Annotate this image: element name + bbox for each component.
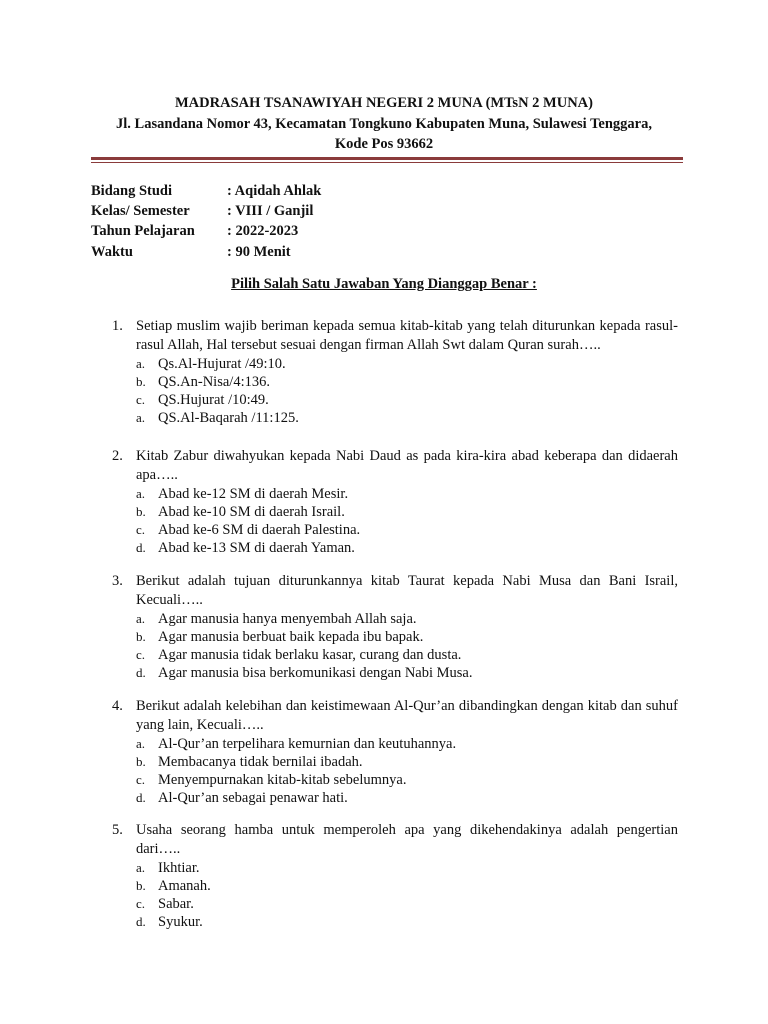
option-letter: b. bbox=[136, 504, 146, 519]
option bbox=[136, 735, 678, 753]
option bbox=[136, 859, 678, 877]
option bbox=[136, 628, 678, 646]
info-label: Kelas/ Semester bbox=[91, 203, 190, 219]
option bbox=[136, 771, 678, 789]
option-text: QS.An-Nisa/4:136. bbox=[158, 374, 270, 390]
option-letter: b. bbox=[136, 878, 146, 893]
question-4 bbox=[112, 697, 678, 807]
option-letter: b. bbox=[136, 374, 146, 389]
option-text: QS.Al-Baqarah /11:125. bbox=[158, 410, 299, 426]
question-1 bbox=[112, 317, 678, 427]
question-text: Berikut adalah tujuan diturunkannya kitab Taurat kepada Nabi Musa dan Bani Israil, Kecuali….. bbox=[136, 573, 678, 608]
option bbox=[136, 753, 678, 771]
option-text: Agar manusia bisa berkomunikasi dengan Nabi Musa. bbox=[158, 665, 473, 681]
option bbox=[136, 877, 678, 895]
instruction: Pilih Salah Satu Jawaban Yang Dianggap Benar : bbox=[231, 276, 537, 292]
option-letter: c. bbox=[136, 522, 146, 537]
option-letter: b. bbox=[136, 754, 146, 769]
option-text: Qs.Al-Hujurat /49:10. bbox=[158, 356, 286, 372]
info-row-subject bbox=[91, 181, 321, 201]
option-text: Syukur. bbox=[158, 914, 203, 930]
option-text: Amanah. bbox=[158, 878, 211, 894]
option-letter: a. bbox=[136, 860, 146, 875]
question-text: Berikut adalah kelebihan dan keistimewaan Al-Qur’an dibandingkan dengan kitab dan suhuf yang lain, Kecuali….. bbox=[136, 698, 678, 733]
option bbox=[136, 646, 678, 664]
info-row-year bbox=[91, 221, 298, 241]
option-letter: d. bbox=[136, 790, 146, 805]
option-text: Abad ke-10 SM di daerah Israil. bbox=[158, 504, 345, 520]
question-3 bbox=[112, 572, 678, 682]
option bbox=[136, 610, 678, 628]
info-label: Tahun Pelajaran bbox=[91, 223, 195, 239]
option bbox=[136, 503, 678, 521]
option bbox=[136, 539, 678, 557]
header-divider-thick bbox=[91, 157, 683, 160]
option-letter: c. bbox=[136, 392, 146, 407]
question-number: 2. bbox=[112, 448, 123, 464]
option bbox=[136, 355, 678, 373]
option-letter: c. bbox=[136, 647, 146, 662]
option-text: Abad ke-6 SM di daerah Palestina. bbox=[158, 522, 361, 538]
question-text: Kitab Zabur diwahyukan kepada Nabi Daud as pada kira-kira abad keberapa dan didaerah apa….. bbox=[136, 448, 678, 483]
question-number: 4. bbox=[112, 698, 123, 714]
info-label: Waktu bbox=[91, 244, 133, 260]
option bbox=[136, 789, 678, 807]
option bbox=[136, 895, 678, 913]
option-text: Al-Qur’an terpelihara kemurnian dan keutuhannya. bbox=[158, 736, 457, 752]
option-list bbox=[136, 859, 678, 931]
question-text: Usaha seorang hamba untuk memperoleh apa yang dikehendakinya adalah pengertian dari….. bbox=[136, 822, 678, 857]
option bbox=[136, 391, 678, 409]
option-text: Abad ke-13 SM di daerah Yaman. bbox=[158, 540, 355, 556]
option bbox=[136, 664, 678, 682]
option-text: QS.Hujurat /10:49. bbox=[158, 392, 269, 408]
option-letter: d. bbox=[136, 665, 146, 680]
option-text: Agar manusia tidak berlaku kasar, curang dan dusta. bbox=[158, 647, 462, 663]
question-number: 5. bbox=[112, 822, 123, 838]
question-2 bbox=[112, 447, 678, 557]
info-value: : 90 Menit bbox=[227, 244, 291, 260]
option-letter: c. bbox=[136, 772, 146, 787]
option-text: Agar manusia hanya menyembah Allah saja. bbox=[158, 611, 417, 627]
info-value: : 2022-2023 bbox=[227, 223, 299, 239]
option-letter: a. bbox=[136, 486, 146, 501]
option-letter: c. bbox=[136, 896, 146, 911]
option-list bbox=[136, 735, 678, 807]
info-row-class bbox=[91, 201, 313, 221]
option-text: Menyempurnakan kitab-kitab sebelumnya. bbox=[158, 772, 407, 788]
header-divider-thin bbox=[91, 162, 683, 163]
school-name: MADRASAH TSANAWIYAH NEGERI 2 MUNA (MTsN 2 MUNA) bbox=[175, 95, 593, 111]
school-address: Jl. Lasandana Nomor 43, Kecamatan Tongkuno Kabupaten Muna, Sulawesi Tenggara, bbox=[116, 116, 652, 132]
option-letter: d. bbox=[136, 914, 146, 929]
question-text: Setiap muslim wajib beriman kepada semua kitab-kitab yang telah diturunkan kepada rasul-rasul Allah, Hal tersebut sesuai dengan firman Allah Swt dalam Quran surah….. bbox=[136, 318, 678, 353]
postal-code: Kode Pos 93662 bbox=[334, 136, 434, 152]
option bbox=[136, 373, 678, 391]
question-number: 1. bbox=[112, 318, 123, 334]
option bbox=[136, 409, 678, 427]
option-letter: a. bbox=[136, 410, 146, 425]
info-value: : VIII / Ganjil bbox=[227, 203, 314, 219]
option-letter: a. bbox=[136, 736, 146, 751]
option-text: Al-Qur’an sebagai penawar hati. bbox=[158, 790, 348, 806]
question-number: 3. bbox=[112, 573, 123, 589]
info-value: : Aqidah Ahlak bbox=[227, 183, 322, 199]
option-text: Sabar. bbox=[158, 896, 194, 912]
info-label: Bidang Studi bbox=[91, 183, 173, 199]
option bbox=[136, 485, 678, 503]
option-letter: d. bbox=[136, 540, 146, 555]
option bbox=[136, 913, 678, 931]
option-list bbox=[136, 355, 678, 427]
option bbox=[136, 521, 678, 539]
option-letter: a. bbox=[136, 356, 146, 371]
option-text: Abad ke-12 SM di daerah Mesir. bbox=[158, 486, 349, 502]
option-letter: a. bbox=[136, 611, 146, 626]
option-text: Agar manusia berbuat baik kepada ibu bapak. bbox=[158, 629, 424, 645]
option-list bbox=[136, 485, 678, 557]
option-list bbox=[136, 610, 678, 682]
option-text: Ikhtiar. bbox=[158, 860, 200, 876]
option-letter: b. bbox=[136, 629, 146, 644]
option-text: Membacanya tidak bernilai ibadah. bbox=[158, 754, 363, 770]
info-row-time bbox=[91, 242, 291, 262]
question-5 bbox=[112, 821, 678, 931]
